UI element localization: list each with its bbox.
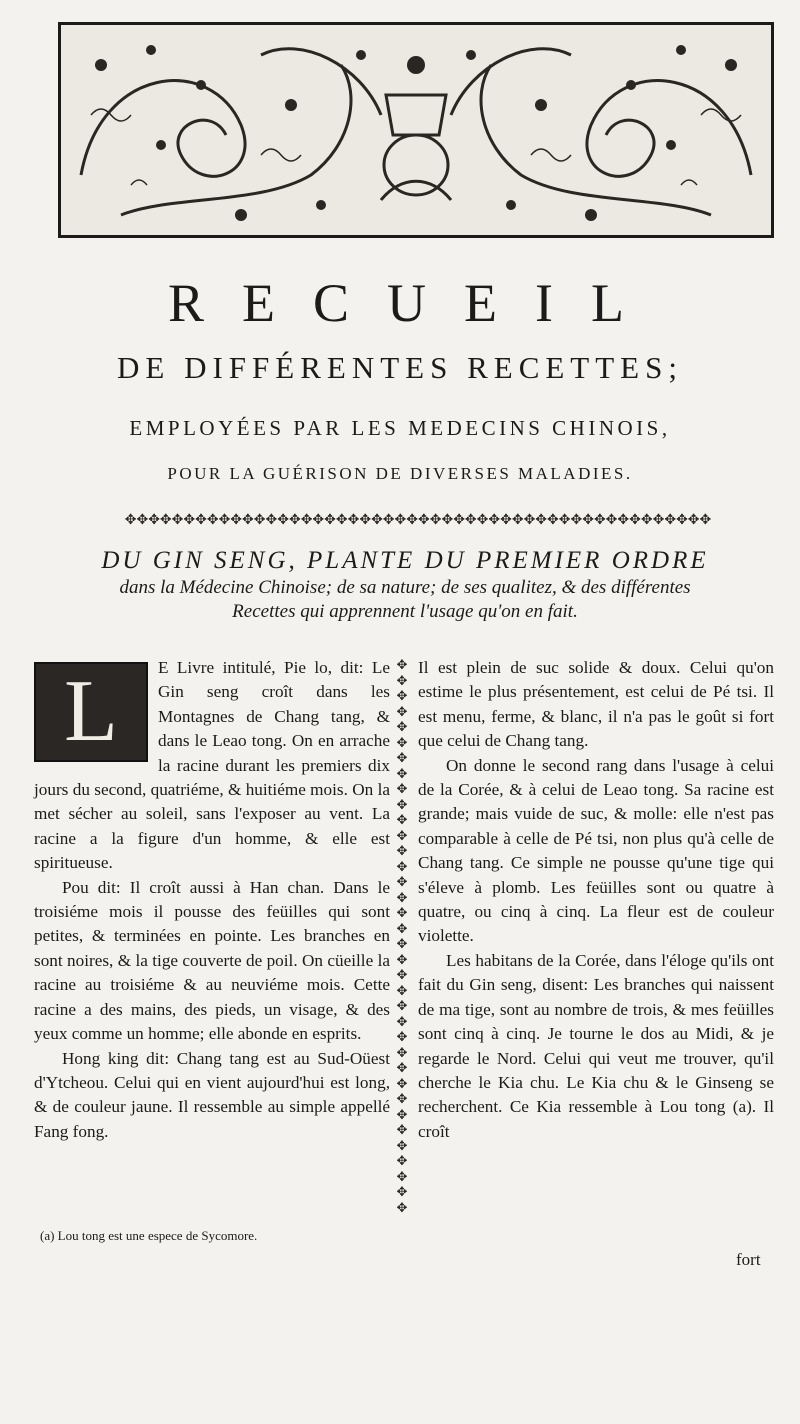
dropcap-letter: L xyxy=(64,663,118,760)
left-column xyxy=(34,656,390,1144)
page-title: RECUEIL xyxy=(168,273,662,333)
paragraph: Hong king dit: Chang tang est au Sud-Oüest d'Ytcheou. Celui qui en vient aujourd'hui est long, & de couleur jaune. Il ressemble au simple appellé Fang fong. xyxy=(34,1048,390,1141)
catchword: fort xyxy=(736,1250,761,1269)
ornamental-rule: ✥✥✥✥✥✥✥✥✥✥✥✥✥✥✥✥✥✥✥✥✥✥✥✥✥✥✥✥✥✥✥✥✥✥✥✥✥✥✥✥✥✥✥✥✥✥✥✥✥✥ xyxy=(124,512,712,528)
right-column xyxy=(418,656,774,1144)
footnote: (a) Lou tong est une espece de Sycomore. xyxy=(40,1228,258,1243)
section-heading xyxy=(30,546,780,624)
page-subtitle-2: EMPLOYÉES PAR LES MEDECINS CHINOIS, xyxy=(129,416,671,440)
paragraph: On donne le second rang dans l'usage à celui de la Corée, & à celui de Leao tong. Sa racine est grande; mais vuide de suc, & molle: elle n'est pas comparable à celle de Pé tsi, non plus qu'à celle de Chang tang. Ce simple ne pousse qu'une tige qui s'éleve à plomb. Les feüilles sont ou quatre à quatre, ou cinq à cinq. La fleur est de couleur violette. xyxy=(418,755,774,946)
dropcap xyxy=(34,662,148,762)
section-heading-line3: Recettes qui apprennent l'usage qu'on en fait. xyxy=(232,601,578,622)
column-divider: ✥ ✥ ✥ ✥ ✥ ✥ ✥ ✥ ✥ ✥ ✥ ✥ ✥ ✥ ✥ ✥ ✥ ✥ ✥ ✥ ✥ ✥ ✥ ✥ ✥ ✥ ✥ ✥ ✥ ✥ ✥ ✥ ✥ ✥ ✥ ✥ xyxy=(396,658,408,1216)
paragraph: Les habitans de la Corée, dans l'éloge qu'ils ont fait du Gin seng, disent: Les branches qui naissent de ma tige, sont au nombre de trois, & mes feüilles sont cinq à cinq. Je tourne le dos au Midi, & je regarde le Nord. Celui qui veut me trouver, qu'il cherche le Kia chu. Le Kia chu & le Ginseng se recherchent. Ce Kia ressemble à Lou tong (a). Il croît xyxy=(418,950,774,1141)
section-heading-line1: DU GIN SENG, PLANTE DU PREMIER ORDRE xyxy=(101,547,709,574)
page-subtitle: DE DIFFÉRENTES RECETTES; xyxy=(117,350,683,385)
section-heading-line2: dans la Médecine Chinoise; de sa nature; de ses qualitez, & des différentes xyxy=(119,577,691,598)
paragraph: Pou dit: Il croît aussi à Han chan. Dans le troisiéme mois il pousse des feüilles qui sont petites, & terminées en pointe. Les branches en sont noires, & la tige couverte de poil. On cüeille la racine au troisiéme & au neuviéme mois. Cette racine a des mains, des pieds, un visage, & des yeux comme un homme; elle abonde en esprits. xyxy=(34,877,390,1044)
ornamental-headpiece xyxy=(58,22,774,238)
page-subtitle-3: POUR LA GUÉRISON DE DIVERSES MALADIES. xyxy=(167,464,633,483)
scroll-ornament-icon xyxy=(61,25,771,235)
paragraph: Il est plein de suc solide & doux. Celui qu'on estime le plus présentement, est celui de Pé tsi. Il est menu, ferme, & blanc, il n'a pas le goût si fort que celui de Chang tang. xyxy=(418,658,774,751)
paragraph: E Livre intitulé, Pie lo, dit: Le Gin seng croît dans les Montagnes de Chang tang, & dans le Leao tong. On en arrache la racine durant les premiers dix jours du second, quatriéme, & huitiéme mois. On la met sécher au soleil, sans l'exposer au vent. La racine a la figure d'un homme, & elle est spiritueuse. xyxy=(34,658,390,873)
